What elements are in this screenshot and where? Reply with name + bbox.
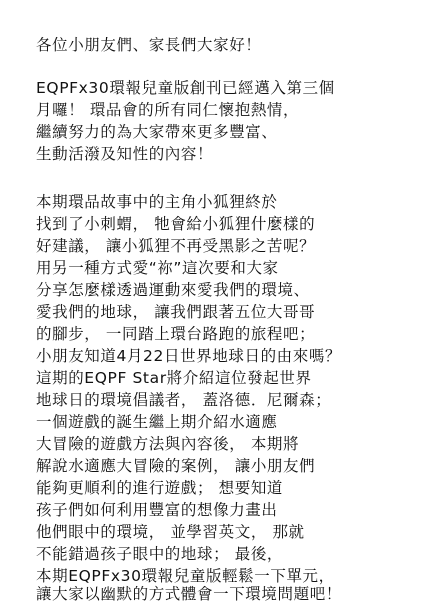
paragraph-2-line-7: 的腳步， 一同踏上環台路跑的旅程吧；	[36, 325, 316, 343]
paragraph-1-line-1: EQPFx30環報兒童版創刊已經邁入第三個	[36, 79, 335, 97]
paragraph-2-line-19: 讓大家以幽默的方式體會一下環境問題吧！	[36, 585, 342, 603]
paragraph-2-line-3: 好建議， 讓小狐狸不再受黑影之苦呢？	[36, 237, 316, 255]
paragraph-2-line-14: 能夠更順利的進行遊戲； 想要知道	[36, 479, 284, 497]
paragraph-2-line-10: 地球日的環境倡議者， 蓋洛德．尼爾森；	[36, 391, 332, 409]
paragraph-2-line-4: 用另一種方式愛“祢”這次要和大家	[36, 259, 279, 277]
paragraph-2-line-16: 他們眼中的環境， 並學習英文， 那就	[36, 523, 305, 541]
paragraph-2-line-12: 大冒險的遊戲方法與內容後， 本期將	[36, 435, 300, 453]
paragraph-2-line-2: 找到了小刺蝟， 牠會給小狐狸什麼樣的	[36, 215, 316, 233]
paragraph-2-line-18: 本期EQPFx30環報兒童版輕鬆一下單元，	[36, 567, 335, 585]
paragraph-1-line-4: 生動活潑及知性的內容！	[36, 145, 214, 163]
paragraph-2-line-1: 本期環品故事中的主角小狐狸終於	[36, 193, 278, 211]
paragraph-2-line-6: 愛我們的地球， 讓我們跟著五位大哥哥	[36, 303, 316, 321]
paragraph-1-line-3: 繼續努力的為大家帶來更多豐富、	[36, 123, 278, 141]
paragraph-2-line-17: 不能錯過孩子眼中的地球； 最後，	[36, 545, 284, 563]
paragraph-2-line-5: 分享怎麼樣透過運動來愛我們的環境、	[36, 281, 310, 299]
paragraph-2-line-13: 解說水適應大冒險的案例， 讓小朋友們	[36, 457, 316, 475]
greeting-line: 各位小朋友們、家長們大家好！	[36, 36, 262, 54]
paragraph-2-line-9: 這期的EQPF Star將介紹這位發起世界	[36, 369, 312, 387]
paragraph-2-line-11: 一個遊戲的誕生繼上期介紹水適應	[36, 413, 278, 431]
paragraph-2-line-15: 孩子們如何利用豐富的想像力畫出	[36, 501, 278, 519]
paragraph-1-line-2: 月囉！ 環品會的所有同仁懷抱熱情，	[36, 101, 300, 119]
paragraph-2-line-8: 小朋友知道4月22日世界地球日的由來嗎？	[36, 347, 342, 365]
